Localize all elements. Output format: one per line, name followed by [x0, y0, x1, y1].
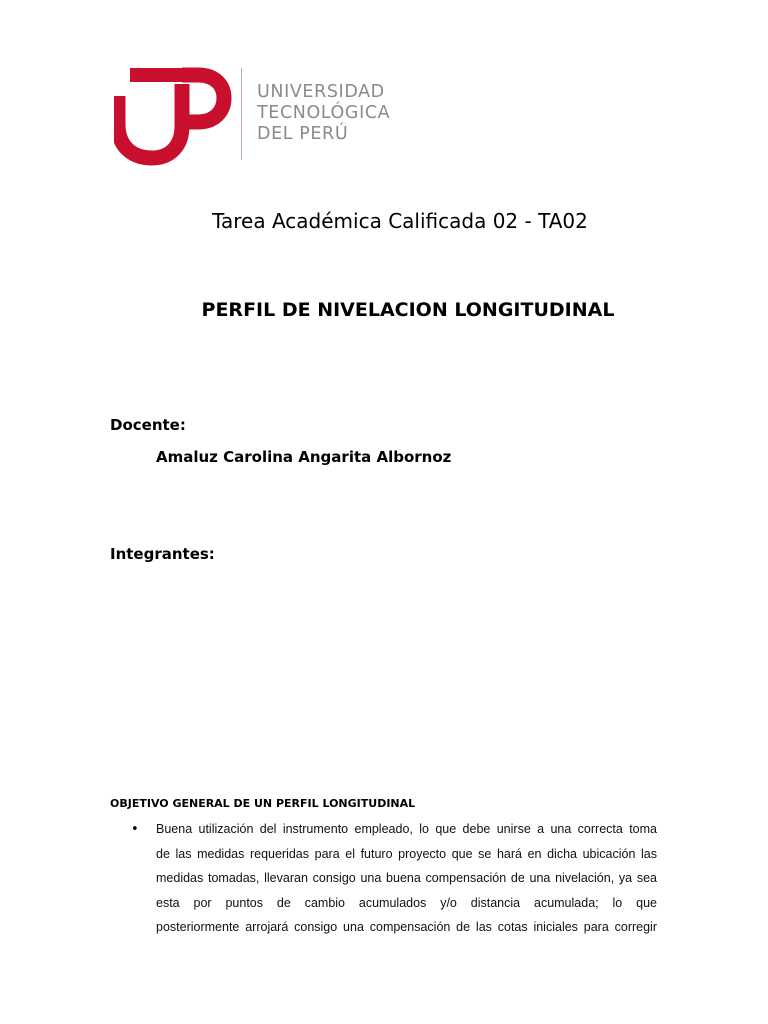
- document-subtitle: PERFIL DE NIVELACION LONGITUDINAL: [201, 299, 615, 321]
- paragraph-line: esta por puntos de cambio acumulados y/o distancia acumulada; lo que: [156, 895, 657, 910]
- bullet-marker: •: [131, 822, 139, 837]
- logo-divider: [241, 68, 242, 160]
- objective-heading: OBJETIVO GENERAL DE UN PERFIL LONGITUDINAL: [110, 797, 416, 810]
- paragraph-line: posteriormente arrojará consigo una compensación de las cotas iniciales para corregir: [156, 920, 657, 934]
- document-title: Tarea Académica Calificada 02 - TA02: [212, 209, 588, 233]
- logo-wordmark: [257, 82, 390, 145]
- paragraph-line: Buena utilización del instrumento empleado, lo que debe unirse a una correcta toma: [156, 822, 657, 836]
- logo-line-3: DEL PERÚ: [257, 124, 349, 144]
- teacher-name: Amaluz Carolina Angarita Albornoz: [156, 448, 452, 466]
- objective-paragraph: [156, 817, 657, 940]
- logo-line-1: UNIVERSIDAD: [257, 82, 385, 102]
- teacher-label: Docente:: [110, 416, 186, 434]
- paragraph-line: de las medidas requeridas para el futuro proyecto que se hará en dicha ubicación las: [156, 846, 657, 861]
- paragraph-line: medidas tomadas, llevaran consigo una buena compensación de una nivelación, ya sea: [156, 871, 657, 885]
- utp-monogram-icon: [114, 66, 234, 166]
- members-label: Integrantes:: [110, 545, 215, 563]
- logo-line-2: TECNOLÓGICA: [257, 103, 391, 123]
- utp-logo: [114, 66, 414, 166]
